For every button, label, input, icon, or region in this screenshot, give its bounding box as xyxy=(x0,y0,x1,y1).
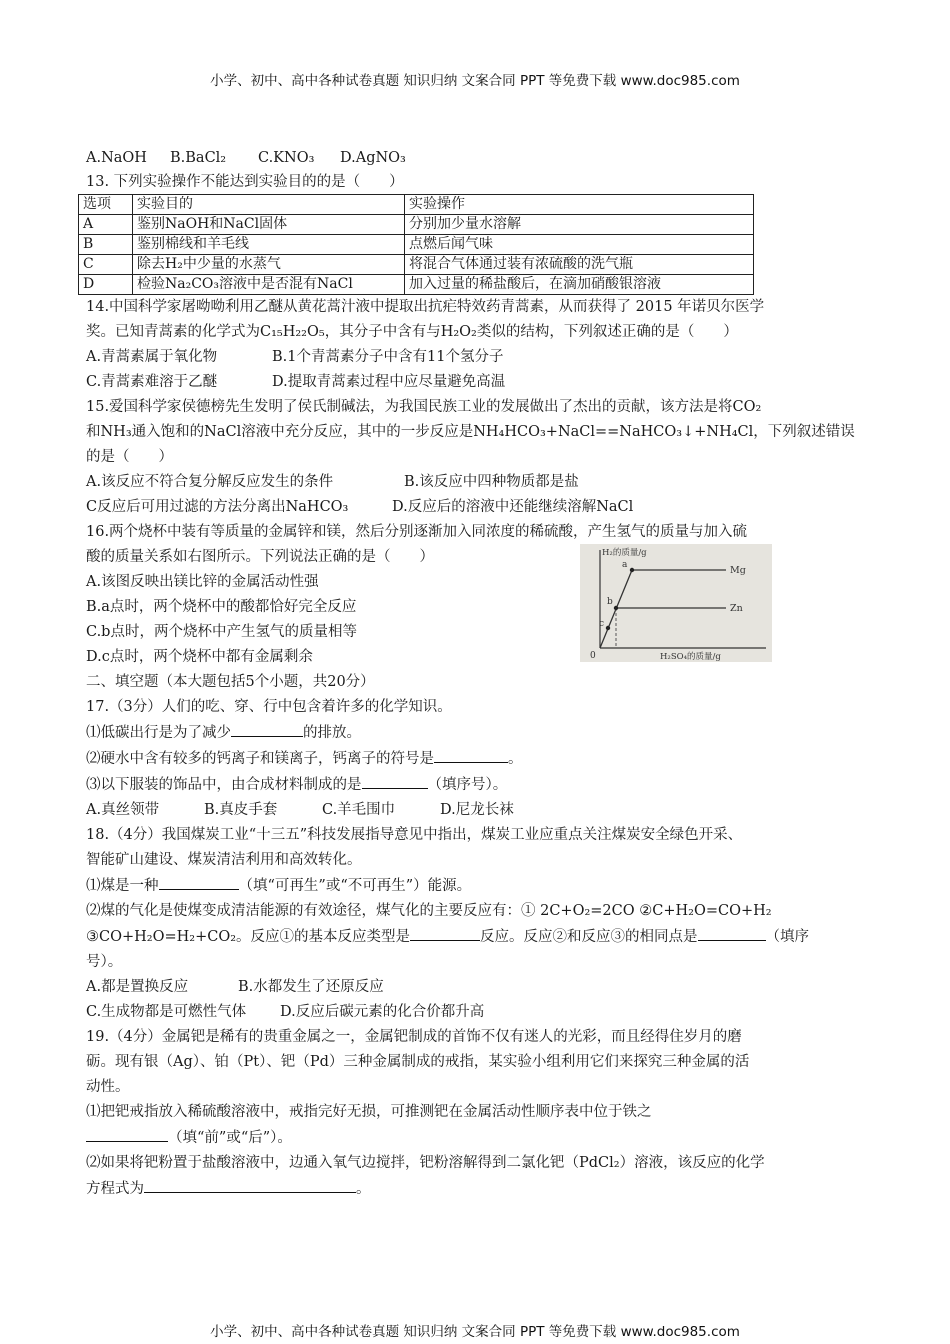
q17-part1 xyxy=(86,720,876,746)
point-b-label: b xyxy=(607,597,613,607)
q15-option-c: C反应后可用过滤的方法分离出NaHCO₃ xyxy=(86,499,349,515)
answer-blank[interactable] xyxy=(86,1125,168,1142)
q14-options-row2 xyxy=(86,370,876,395)
q17-option-d: D.尼龙长袜 xyxy=(440,802,514,818)
q18-part1-post: （填“可再生”或“不可再生”）能源。 xyxy=(238,878,472,894)
answer-blank[interactable] xyxy=(159,873,239,890)
q19-stem-line1: 19.（4分）金属钯是稀有的贵重金属之一，金属钯制成的首饰不仅有迷人的光彩，而且经得住岁月的磨 xyxy=(86,1029,742,1045)
q14-stem-line1: 14.中国科学家屠呦呦利用乙醚从黄花蒿汁液中提取出抗疟特效药青蒿素，从而获得了 2015 年诺贝尔医学 xyxy=(86,299,765,315)
q15-option-b: B.该反应中四种物质都是盐 xyxy=(404,474,579,490)
q12-options xyxy=(86,146,876,171)
q14-stem-line2: 奖。已知青蒿素的化学式为C₁₅H₂₂O₅，其分子中含有与H₂O₂类似的结构，下列叙述正确的是（ ） xyxy=(86,324,738,340)
origin-label: 0 xyxy=(590,651,596,661)
q18-part2-post: （填序 xyxy=(765,929,810,945)
q17-part1-pre: ⑴低碳出行是为了减少 xyxy=(86,725,231,741)
q19-stem-line3: 动性。 xyxy=(86,1079,130,1095)
q17-part3 xyxy=(86,772,876,798)
x-axis-label: H₂SO₄的质量/g xyxy=(660,652,721,662)
q18-part1 xyxy=(86,873,876,899)
table-row xyxy=(79,255,754,275)
q14-options-row1 xyxy=(86,345,876,370)
table-cell: 将混合气体通过装有浓硫酸的洗气瓶 xyxy=(405,255,754,275)
q15-options-row2 xyxy=(86,495,876,520)
q16-graph xyxy=(580,544,772,662)
q18-part2-line1: ⑵煤的气化是使煤变成清洁能源的有效途径，煤气化的主要反应有：① 2C+O₂=2CO ②C+H₂O=CO+H₂ xyxy=(86,903,772,919)
q17-option-a: A.真丝领带 xyxy=(86,802,160,818)
table-cell: A xyxy=(79,215,133,235)
q15-option-a: A.该反应不符合复分解反应发生的条件 xyxy=(86,474,334,490)
q19-part2-line2 xyxy=(86,1176,876,1202)
table-cell: C xyxy=(79,255,133,275)
answer-blank[interactable] xyxy=(362,772,428,789)
q18-part2-line2 xyxy=(86,924,876,950)
table-row xyxy=(79,215,754,235)
q16-stem-line1: 16.两个烧杯中装有等质量的金属锌和镁，然后分别逐渐加入同浓度的稀硫酸，产生氢气的质量与加入硫 xyxy=(86,524,748,540)
q19-part2-line1: ⑵如果将钯粉置于盐酸溶液中，边通入氧气边搅拌，钯粉溶解得到二氯化钯（PdCl₂）溶液，该反应的化学 xyxy=(86,1155,765,1171)
point-a-marker xyxy=(630,568,634,572)
q12-option-b: B.BaCl₂ xyxy=(170,150,227,166)
y-axis-label: H₂的质量/g xyxy=(602,548,647,558)
q16-option-d: D.c点时，两个烧杯中都有金属剩余 xyxy=(86,649,313,665)
q17-option-b: B.真皮手套 xyxy=(204,802,278,818)
q17-part2-pre: ⑵硬水中含有较多的钙离子和镁离子，钙离子的符号是 xyxy=(86,751,434,767)
q18-part2-mid: 反应。反应②和反应③的相同点是 xyxy=(480,929,698,945)
q16-option-b: B.a点时，两个烧杯中的酸都恰好完全反应 xyxy=(86,599,357,615)
point-c-label: c xyxy=(599,619,605,629)
q16-stem-line2: 酸的质量关系如右图所示。下列说法正确的是（ ） xyxy=(86,549,434,565)
series-label-mg: Mg xyxy=(730,565,746,576)
q12-option-a: A.NaOH xyxy=(86,150,147,166)
q18-option-b: B.水都发生了还原反应 xyxy=(238,979,384,995)
q17-options xyxy=(86,798,876,823)
q18-part2-pre: ③CO+H₂O=H₂+CO₂。反应①的基本反应类型是 xyxy=(86,929,411,945)
table-cell: B xyxy=(79,235,133,255)
table-cell: 分别加少量水溶解 xyxy=(405,215,754,235)
q12-option-c: C.KNO₃ xyxy=(258,150,315,166)
q19-part2-pre: 方程式为 xyxy=(86,1181,144,1197)
q17-part1-post: 的排放。 xyxy=(303,725,361,741)
table-cell: 鉴别棉线和羊毛线 xyxy=(133,235,405,255)
page-header: 小学、初中、高中各种试卷真题 知识归纳 文案合同 PPT 等免费下载 www.doc985.com xyxy=(210,73,740,89)
q18-options-row2 xyxy=(86,1000,876,1025)
q17-option-c: C.羊毛围巾 xyxy=(322,802,396,818)
q17-part3-pre: ⑶以下服装的饰品中，由合成材料制成的是 xyxy=(86,777,362,793)
q19-part1-line2 xyxy=(86,1125,876,1151)
answer-blank[interactable] xyxy=(144,1176,356,1193)
q17-part3-post: （填序号）。 xyxy=(427,777,508,793)
q14-option-c: C.青蒿素难溶于乙醚 xyxy=(86,374,218,390)
q13-stem: 13. 下列实验操作不能达到实验目的的是（ ） xyxy=(86,174,404,190)
q13-table xyxy=(78,194,754,295)
table-header: 选项 xyxy=(79,195,133,215)
q17-stem: 17.（3分）人们的吃、穿、行中包含着许多的化学知识。 xyxy=(86,699,452,715)
series-label-zn: Zn xyxy=(730,603,743,614)
q18-option-d: D.反应后碳元素的化合价都升高 xyxy=(280,1004,485,1020)
q17-part2 xyxy=(86,746,876,772)
q16-option-a: A.该图反映出镁比锌的金属活动性强 xyxy=(86,574,319,590)
q14-option-b: B.1个青蒿素分子中含有11个氢分子 xyxy=(272,349,504,365)
table-header-row xyxy=(79,195,754,215)
table-row xyxy=(79,275,754,295)
q18-stem-line1: 18.（4分）我国煤炭工业“十三五”科技发展指导意见中指出，煤炭工业应重点关注煤炭安全绿色开采、 xyxy=(86,827,743,843)
table-cell: 点燃后闻气味 xyxy=(405,235,754,255)
table-cell: 检验Na₂CO₃溶液中是否混有NaCl xyxy=(133,275,405,295)
q16-option-c: C.b点时，两个烧杯中产生氢气的质量相等 xyxy=(86,624,357,640)
q16-graph-svg xyxy=(580,544,772,662)
section-title: 二、填空题（本大题包括5个小题，共20分） xyxy=(86,674,375,690)
table-cell: 鉴别NaOH和NaCl固体 xyxy=(133,215,405,235)
q19-part1-post: （填“前”或“后”）。 xyxy=(168,1130,292,1146)
answer-blank[interactable] xyxy=(698,924,766,941)
q15-option-d: D.反应后的溶液中还能继续溶解NaCl xyxy=(392,499,634,515)
table-row xyxy=(79,235,754,255)
answer-blank[interactable] xyxy=(434,746,508,763)
q14-option-d: D.提取青蒿素过程中应尽量避免高温 xyxy=(272,374,506,390)
table-cell: D xyxy=(79,275,133,295)
q14-option-a: A.青蒿素属于氧化物 xyxy=(86,349,218,365)
answer-blank[interactable] xyxy=(231,720,303,737)
point-b-marker xyxy=(614,606,618,610)
q15-options-row1 xyxy=(86,470,876,495)
q18-option-c: C.生成物都是可燃性气体 xyxy=(86,1004,247,1020)
page-footer: 小学、初中、高中各种试卷真题 知识归纳 文案合同 PPT 等免费下载 www.doc985.com xyxy=(210,1324,740,1340)
table-header: 实验操作 xyxy=(405,195,754,215)
q17-part2-post: 。 xyxy=(508,751,523,767)
q15-stem-line3: 的是（ ） xyxy=(86,449,173,465)
q18-part2-line3: 号）。 xyxy=(86,954,123,970)
point-c-marker xyxy=(606,626,610,630)
q19-part2-post: 。 xyxy=(356,1181,371,1197)
answer-blank[interactable] xyxy=(410,924,480,941)
q18-option-a: A.都是置换反应 xyxy=(86,979,189,995)
point-a-label: a xyxy=(622,560,628,570)
table-cell: 加入过量的稀盐酸后，在滴加硝酸银溶液 xyxy=(405,275,754,295)
q19-part1-line1: ⑴把钯戒指放入稀硫酸溶液中，戒指完好无损，可推测钯在金属活动性顺序表中位于铁之 xyxy=(86,1104,652,1120)
q18-options-row1 xyxy=(86,975,876,1000)
q19-stem-line2: 砺。现有银（Ag）、铂（Pt）、钯（Pd）三种金属制成的戒指，某实验小组利用它们来探究三种金属的活 xyxy=(86,1054,750,1070)
q18-stem-line2: 智能矿山建设、煤炭清洁利用和高效转化。 xyxy=(86,852,362,868)
q15-stem-line2: 和NH₃通入饱和的NaCl溶液中充分反应，其中的一步反应是NH₄HCO₃+NaCl==NaHCO₃↓+NH₄Cl，下列叙述错误 xyxy=(86,424,855,440)
q15-stem-line1: 15.爱国科学家侯德榜先生发明了侯氏制碱法，为我国民族工业的发展做出了杰出的贡献，该方法是将CO₂ xyxy=(86,399,762,415)
table-cell: 除去H₂中少量的水蒸气 xyxy=(133,255,405,275)
exam-content xyxy=(83,146,876,1202)
table-header: 实验目的 xyxy=(133,195,405,215)
q18-part1-pre: ⑴煤是一种 xyxy=(86,878,159,894)
q12-option-d: D.AgNO₃ xyxy=(340,150,406,166)
